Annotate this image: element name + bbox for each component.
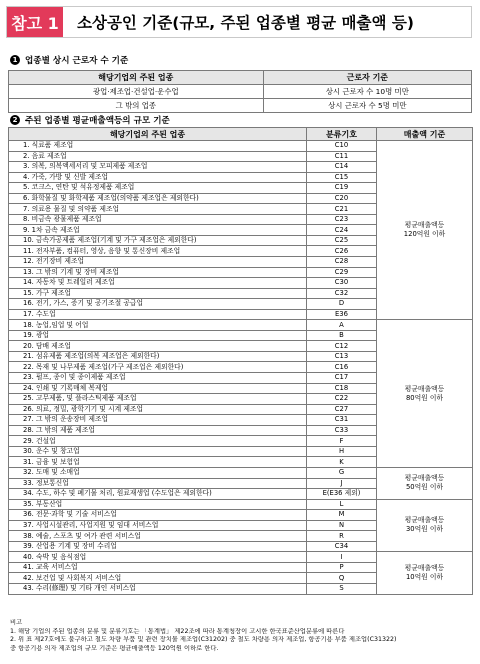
industry-cell: 34. 수도, 하수 및 폐기물 처리, 원료재생업 (수도업은 제외한다)	[9, 489, 307, 500]
industry-cell: 38. 예술, 스포츠 및 여가 관련 서비스업	[9, 531, 307, 542]
code-cell: C16	[307, 362, 377, 373]
industry-cell: 17. 수도업	[9, 309, 307, 320]
code-cell: J	[307, 478, 377, 489]
table-row	[9, 320, 473, 331]
page-header	[6, 6, 472, 38]
code-cell: C26	[307, 246, 377, 257]
table-row	[9, 99, 472, 113]
revenue-limit: 30억원 이하	[405, 525, 444, 534]
industry-cell: 1. 식료품 제조업	[9, 141, 307, 152]
code-cell: C19	[307, 183, 377, 194]
column-header-industry: 해당기업의 주된 업종	[9, 71, 264, 85]
revenue-label: 평균매출액등	[404, 563, 445, 572]
code-cell: C32	[307, 288, 377, 299]
code-cell: C30	[307, 278, 377, 289]
code-cell: R	[307, 531, 377, 542]
code-cell: C31	[307, 415, 377, 426]
industry-cell: 4. 가죽, 가방 및 신발 제조업	[9, 172, 307, 183]
note-line: 2. 위 표 제27호에도 불구하고 철도 차량 부품 및 관련 장치물 제조업(C31202) 중 철도 차량용 의자 제조업, 항공기용 부품 제조업(C31322)	[10, 636, 397, 644]
code-cell: S	[307, 583, 377, 594]
code-cell: C10	[307, 141, 377, 152]
code-cell: G	[307, 467, 377, 478]
revenue-label: 평균매출액등	[404, 474, 445, 483]
criteria-cell: 상시 근로자 수 10명 미만	[263, 85, 471, 99]
industry-cell: 40. 숙박 및 음식점업	[9, 552, 307, 563]
industry-cell: 5. 코크스, 연탄 및 석유정제품 제조업	[9, 183, 307, 194]
industry-cell: 28. 그 밖의 제품 제조업	[9, 425, 307, 436]
industry-cell: 26. 의료, 정밀, 광학기기 및 시계 제조업	[9, 404, 307, 415]
industry-cell: 14. 자동차 및 트레일러 제조업	[9, 278, 307, 289]
industry-cell: 12. 전기장비 제조업	[9, 257, 307, 268]
industry-cell: 39. 산업용 기계 및 장비 수리업	[9, 541, 307, 552]
revenue-criteria-cell	[377, 320, 473, 468]
revenue-criteria-cell	[377, 552, 473, 594]
column-header-revenue: 매출액 기준	[377, 128, 473, 141]
code-cell: C15	[307, 172, 377, 183]
industry-cell: 11. 전자부품, 컴퓨터, 영상, 음향 및 통신장비 제조업	[9, 246, 307, 257]
code-cell: F	[307, 436, 377, 447]
code-cell: N	[307, 520, 377, 531]
industry-cell: 36. 전문·과학 및 기술 서비스업	[9, 510, 307, 521]
number-one-icon: 1	[10, 55, 20, 65]
industry-cell: 9. 1차 금속 제조업	[9, 225, 307, 236]
industry-cell: 21. 섬유제품 제조업(의복 제조업은 제외한다)	[9, 351, 307, 362]
note-line: 1. 해당 기업의 주된 업종의 분류 및 분류기호는 「통계법」 제22조에 따라 통계청장이 고시한 한국표준산업분류에 따른다	[10, 627, 345, 635]
column-header-industry: 해당기업의 주된 업종	[9, 128, 307, 141]
industry-cell: 20. 담배 제조업	[9, 341, 307, 352]
code-cell: M	[307, 510, 377, 521]
industry-cell: 19. 광업	[9, 330, 307, 341]
employee-criteria-table	[8, 70, 472, 113]
code-cell: P	[307, 562, 377, 573]
revenue-label: 평균매출액등	[404, 384, 445, 393]
industry-cell: 27. 그 밖의 운송장비 제조업	[9, 415, 307, 426]
industry-cell: 10. 금속가공제품 제조업(기계 및 가구 제조업은 제외한다)	[9, 235, 307, 246]
code-cell: C25	[307, 235, 377, 246]
table-row	[9, 499, 473, 510]
code-cell: C21	[307, 204, 377, 215]
industry-cell: 광업·제조업·건설업·운수업	[9, 85, 264, 99]
revenue-criteria-cell	[377, 141, 473, 320]
industry-cell: 35. 부동산업	[9, 499, 307, 510]
table-row	[9, 85, 472, 99]
page-title: 소상공인 기준(규모, 주된 업종별 평균 매출액 등)	[77, 14, 414, 32]
code-cell: E(E36 제외)	[307, 489, 377, 500]
industry-cell: 31. 금융 및 보험업	[9, 457, 307, 468]
code-cell: C11	[307, 151, 377, 162]
industry-cell: 25. 고무제품, 및 플라스틱제품 제조업	[9, 394, 307, 405]
code-cell: K	[307, 457, 377, 468]
industry-cell: 30. 운수 및 창고업	[9, 446, 307, 457]
industry-cell: 13. 그 밖의 기계 및 장비 제조업	[9, 267, 307, 278]
revenue-limit: 50억원 이하	[405, 483, 444, 492]
code-cell: Q	[307, 573, 377, 584]
criteria-cell: 상시 근로자 수 5명 미만	[263, 99, 471, 113]
industry-cell: 32. 도매 및 소매업	[9, 467, 307, 478]
revenue-criteria-table	[8, 127, 473, 595]
code-cell: C13	[307, 351, 377, 362]
revenue-label: 평균매출액등	[404, 221, 445, 230]
industry-cell: 29. 건설업	[9, 436, 307, 447]
section1-heading	[10, 54, 128, 66]
industry-cell: 8. 비금속 광물제품 제조업	[9, 214, 307, 225]
industry-cell: 그 밖의 업종	[9, 99, 264, 113]
industry-cell: 3. 의복, 의복액세서리 및 모피제품 제조업	[9, 162, 307, 173]
reference-tag: 참고 1	[7, 7, 63, 37]
revenue-label: 평균매출액등	[404, 516, 445, 525]
code-cell: C14	[307, 162, 377, 173]
code-cell: H	[307, 446, 377, 457]
number-two-icon: 2	[10, 115, 20, 125]
revenue-criteria-cell	[377, 467, 473, 499]
notes	[10, 619, 472, 653]
code-cell: C17	[307, 373, 377, 384]
industry-cell: 2. 음료 제조업	[9, 151, 307, 162]
section1-title: 업종별 상시 근로자 수 기준	[25, 56, 129, 66]
code-cell: C18	[307, 383, 377, 394]
code-cell: B	[307, 330, 377, 341]
code-cell: C27	[307, 404, 377, 415]
industry-cell: 6. 화학물질 및 화학제품 제조업(의약품 제조업은 제외한다)	[9, 193, 307, 204]
code-cell: A	[307, 320, 377, 331]
revenue-limit: 120억원 이하	[403, 230, 446, 239]
revenue-limit: 80억원 이하	[405, 393, 444, 402]
code-cell: I	[307, 552, 377, 563]
industry-cell: 18. 농업,임업 및 어업	[9, 320, 307, 331]
code-cell: C20	[307, 193, 377, 204]
table-row	[9, 467, 473, 478]
code-cell: E36	[307, 309, 377, 320]
code-cell: D	[307, 299, 377, 310]
section2-title: 주된 업종별 평균매출액등의 규모 기준	[25, 116, 170, 126]
code-cell: C23	[307, 214, 377, 225]
section2-heading	[10, 114, 170, 126]
industry-cell: 22. 목재 및 나무제품 제조업(가구 제조업은 제외한다)	[9, 362, 307, 373]
code-cell: C28	[307, 257, 377, 268]
industry-cell: 7. 의료용 물질 및 의약품 제조업	[9, 204, 307, 215]
note-line: 중 항공기용 의자 제조업의 규모 기준은 평균매출액등 120억원 이하로 한다.	[10, 644, 219, 652]
code-cell: C29	[307, 267, 377, 278]
code-cell: C33	[307, 425, 377, 436]
table-row	[9, 141, 473, 152]
industry-cell: 15. 가구 제조업	[9, 288, 307, 299]
industry-cell: 33. 정보통신업	[9, 478, 307, 489]
notes-title: 비고	[10, 619, 23, 626]
industry-cell: 16. 전기, 가스, 증기 및 공기조절 공급업	[9, 299, 307, 310]
code-cell: L	[307, 499, 377, 510]
industry-cell: 24. 인쇄 및 기록매체 복제업	[9, 383, 307, 394]
industry-cell: 37. 사업시설관리, 사업지원 및 임대 서비스업	[9, 520, 307, 531]
industry-cell: 42. 보건업 및 사회복지 서비스업	[9, 573, 307, 584]
code-cell: C34	[307, 541, 377, 552]
industry-cell: 43. 수리(修理) 및 기타 개인 서비스업	[9, 583, 307, 594]
code-cell: C22	[307, 394, 377, 405]
industry-cell: 23. 펄프, 종이 및 종이제품 제조업	[9, 373, 307, 384]
column-header-code: 분류기호	[307, 128, 377, 141]
revenue-limit: 10억원 이하	[405, 572, 444, 581]
industry-cell: 41. 교육 서비스업	[9, 562, 307, 573]
revenue-criteria-cell	[377, 499, 473, 552]
code-cell: C12	[307, 341, 377, 352]
code-cell: C24	[307, 225, 377, 236]
column-header-employee: 근로자 기준	[263, 71, 471, 85]
table-row	[9, 552, 473, 563]
